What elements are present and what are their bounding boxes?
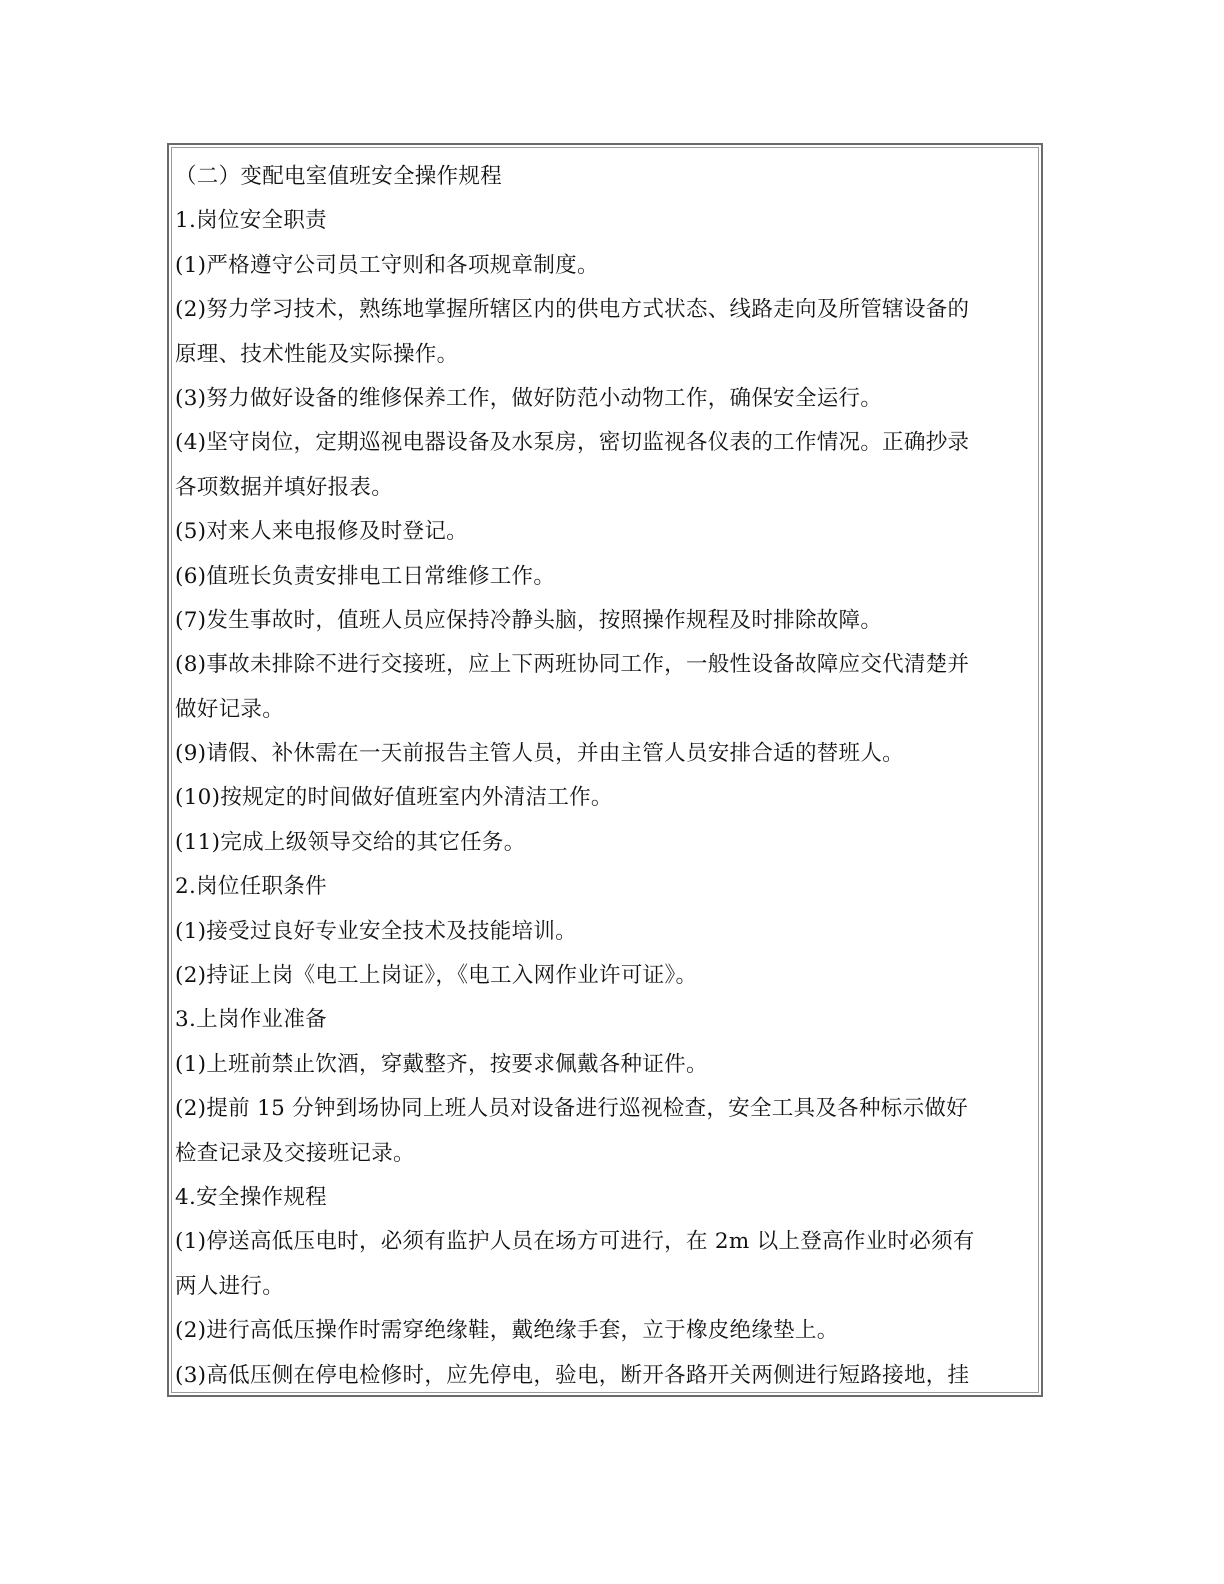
- document-body: [175, 155, 1039, 1398]
- text-line: (8)事故未排除不进行交接班，应上下两班协同工作，一般性设备故障应交代清楚并: [175, 652, 970, 678]
- text-line: (10)按规定的时间做好值班室内外清洁工作。: [175, 785, 613, 811]
- text-line: (2)进行高低压操作时需穿绝缘鞋，戴绝缘手套，立于橡皮绝缘垫上。: [175, 1318, 839, 1344]
- text-line: (7)发生事故时，值班人员应保持冷静头脑，按照操作规程及时排除故障。: [175, 607, 883, 633]
- text-line: (1)上班前禁止饮酒，穿戴整齐，按要求佩戴各种证件。: [175, 1051, 708, 1077]
- text-line: (9)请假、补休需在一天前报告主管人员，并由主管人员安排合适的替班人。: [175, 741, 904, 767]
- text-line: (11)完成上级领导交给的其它任务。: [175, 829, 526, 855]
- text-line: (1)停送高低压电时，必须有监护人员在场方可进行，在 2m 以上登高作业时必须有: [175, 1229, 975, 1255]
- text-line: (3)高低压侧在停电检修时，应先停电，验电，断开各路开关两侧进行短路接地，挂: [175, 1362, 970, 1388]
- document-frame: [167, 143, 1043, 1397]
- text-line: (1)严格遵守公司员工守则和各项规章制度。: [175, 252, 599, 278]
- section-heading: （二）变配电室值班安全操作规程: [175, 164, 503, 189]
- subsection-heading: 3.上岗作业准备: [175, 1007, 327, 1033]
- text-line: (2)提前 15 分钟到场协同上班人员对设备进行巡视检查，安全工具及各种标示做好: [175, 1096, 968, 1122]
- subsection-heading: 2.岗位任职条件: [175, 874, 327, 900]
- text-line: 原理、技术性能及实际操作。: [175, 341, 459, 367]
- subsection-heading: 1.岗位安全职责: [175, 208, 327, 234]
- text-line: (6)值班长负责安排电工日常维修工作。: [175, 563, 556, 589]
- text-line: (5)对来人来电报修及时登记。: [175, 519, 468, 545]
- text-line: (2)努力学习技术，熟练地掌握所辖区内的供电方式状态、线路走向及所管辖设备的: [175, 297, 970, 323]
- text-line: (3)努力做好设备的维修保养工作，做好防范小动物工作，确保安全运行。: [175, 385, 883, 411]
- text-line: (1)接受过良好专业安全技术及技能培训。: [175, 918, 577, 944]
- text-line: 两人进行。: [175, 1273, 285, 1299]
- text-line: 各项数据并填好报表。: [175, 474, 394, 500]
- text-line: 检查记录及交接班记录。: [175, 1140, 415, 1166]
- text-line: (2)持证上岗《电工上岗证》，《电工入网作业许可证》。: [175, 963, 698, 989]
- text-line: 做好记录。: [175, 696, 285, 722]
- subsection-heading: 4.安全操作规程: [175, 1184, 327, 1210]
- text-line: (4)坚守岗位，定期巡视电器设备及水泵房，密切监视各仪表的工作情况。正确抄录: [175, 430, 970, 456]
